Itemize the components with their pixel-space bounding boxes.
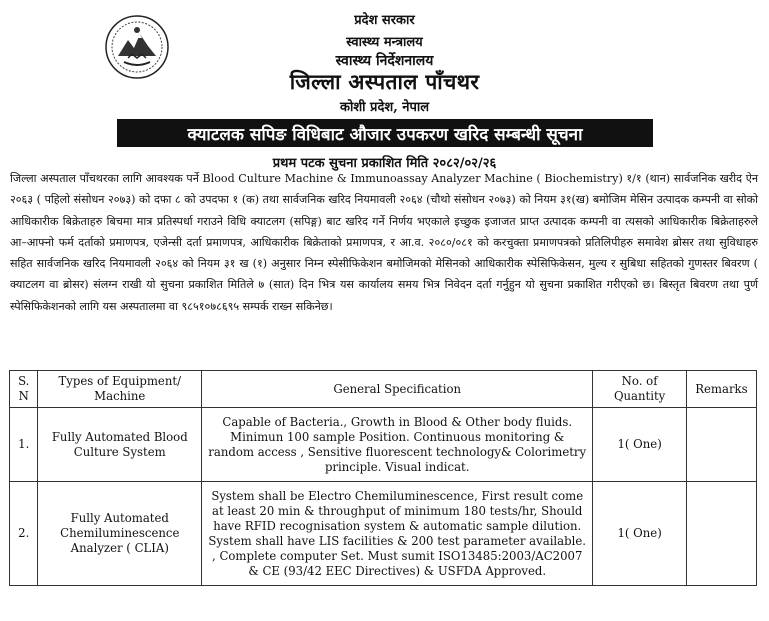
row-sn: 1. [10, 408, 38, 482]
table-header-row [10, 371, 757, 408]
header-specification: General Specification [202, 371, 593, 408]
row-specification: System shall be Electro Chemiluminescence, First result come at least 20 min & throughput of minimum 180 tests/hr, Should have RFID recognisation system & automatic sample dilution. System shall have LIS facilities & 200 test parameter available. , Complete computer Set. Must sumit ISO13485:2003/AC2007 & CE (93/42 EEC Directives) & USFDA Approved. [202, 482, 593, 586]
header-ministry: स्वास्थ्य मन्त्रालय [346, 35, 423, 50]
specification-table [9, 370, 757, 586]
header-directorate: स्वास्थ्य निर्देशनालय [335, 53, 434, 69]
header-government: प्रदेश सरकार [354, 13, 415, 28]
header-sn: S. N [10, 371, 38, 408]
row-specification: Capable of Bacteria., Growth in Blood & Other body fluids. Minimun 100 sample Position. Continuous monitoring & random access , Sensitive fluorescent technology& Colorimetry principle. Visual indicat. [202, 408, 593, 482]
header-equipment-type: Types of Equipment/ Machine [38, 371, 202, 408]
header-remarks: Remarks [686, 371, 756, 408]
notice-body: जिल्ला अस्पताल पाँचथरका लागि आवश्यक पर्ने Blood Culture Machine & Immunoassay Analyzer Machine ( Biochemistry) १/१ (थान) सार्वजनिक खरीद ऐन २०६३ ( पहिलो संसोधन २०७३) को दफा ८ को उपदफा १ (क) तथा सार्वजनिक खरिद नियमावली २०६४ (चौथो संसोधन २०७३) को नियम ३१(ख) बमोजिम मेसिन उत्पादक कम्पनी वा सोको आधिकारीक बिक्रेताहरु बिचमा मात्र प्रतिस्पर्धा गराउने विधि क्याटलग (सपिङ्ग) बाट खरिद गर्ने निर्णय भएकाले इच्छुक इजाजत प्राप्त उत्पादक कम्पनी वा त्यसको आधिकारीक बिक्रेताहरुले आ–आफ्नो फर्म दर्ताको प्रमाणपत्र, एजेन्सी दर्ता प्रमाणपत्र, आधिकारीक बिक्रेताको प्रमाणपत्र, र आ.व. २०८०/०८१ को करचुक्ता प्रमाणपत्रको प्रतिलिपीहरु समावेश ब्रोसर तथा सुविधाहरु सहित सार्वजनिक खरिद नियमावली २०६४ को नियम ३१ ख (१) अनुसार निम्न स्पेसीफिकेशन बमोजिमको मेसिनको आधिकारीक स्पेसिफिकेसन, मुल्य र सुबिधा सहितको गुणस्तर बिवरण ( क्याटलग वा ब्रोसर) संलग्न राखी यो सुचना प्रकाशित मितिले ७ (सात) दिन भित्र यस कार्यालय समय भित्र निवेदन दर्ता गर्नुहुन यो सुचना प्रकाशित गरीएको छ। बिस्तृत बिवरण तथा पुर्ण स्पेसिफिकेशनको लागि यस अस्पतालमा वा ९८५१०७८६९५ सम्पर्क राख्न सकिनेछ। [10, 172, 758, 313]
row-remarks [686, 408, 756, 482]
hospital-address: कोशी प्रदेश, नेपाल [339, 100, 430, 115]
publication-date: प्रथम पटक सुचना प्रकाशित मिति २०८२/०२/२६ [272, 156, 497, 171]
row-remarks [686, 482, 756, 586]
row-equipment-type: Fully Automated Blood Culture System [38, 408, 202, 482]
row-quantity: 1( One) [593, 482, 687, 586]
row-sn: 2. [10, 482, 38, 586]
hospital-name: जिल्ला अस्पताल पाँचथर [289, 69, 480, 94]
header-quantity: No. of Quantity [593, 371, 687, 408]
row-equipment-type: Fully Automated Chemiluminescence Analyzer ( CLIA) [38, 482, 202, 586]
row-quantity: 1( One) [593, 408, 687, 482]
table-row [10, 408, 757, 482]
table-row [10, 482, 757, 586]
notice-title: क्याटलक सपिङ विधिबाट औजार उपकरण खरिद सम्बन्धी सूचना [117, 119, 653, 147]
